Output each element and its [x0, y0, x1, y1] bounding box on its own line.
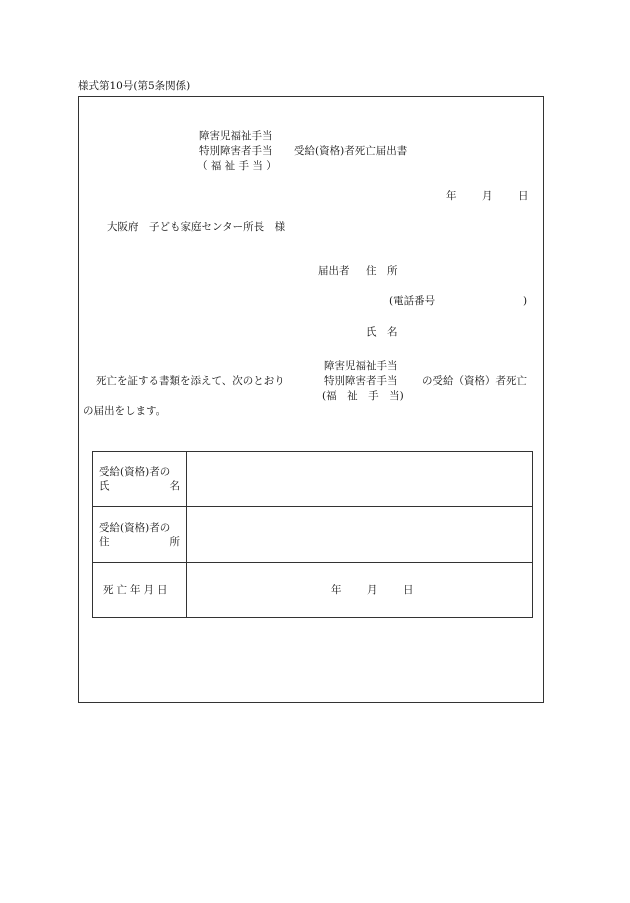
- name-label-char1: 氏: [99, 480, 110, 492]
- body-lead: 死亡を証する書類を添えて、次のとおり: [96, 375, 285, 387]
- applicant-label: 届出者: [318, 265, 350, 277]
- death-date-label-cell: [93, 563, 187, 618]
- body-allowance-1: 障害児福祉手当: [324, 360, 398, 372]
- date-year: 年: [446, 190, 457, 202]
- title-allowance-2: 特別障害者手当: [199, 145, 273, 157]
- body-line-2: の届出をします。: [83, 405, 167, 417]
- name-label-line1: 受給(資格)者の: [99, 466, 171, 478]
- death-date-year: 年: [331, 584, 342, 596]
- address-label-char2: 所: [169, 535, 180, 548]
- death-date-day: 日: [403, 584, 414, 596]
- name-label-cell: [93, 452, 187, 507]
- death-date-input-cell[interactable]: [187, 563, 533, 618]
- applicant-address-label: 住 所: [366, 265, 398, 277]
- address-label-line1: 受給(資格)者の: [99, 521, 171, 534]
- addressee: 大阪府 子ども家庭センター所長 様: [107, 221, 286, 233]
- date-month: 月: [482, 190, 493, 202]
- body-allowance-2: 特別障害者手当: [324, 375, 398, 387]
- death-date-month: 月: [367, 584, 378, 596]
- table-row-address: [93, 507, 533, 563]
- date-day: 日: [518, 190, 529, 202]
- title-allowance-3: （ 福 祉 手 当 ）: [197, 160, 277, 172]
- name-input-cell[interactable]: [187, 452, 533, 507]
- table-row-death-date: [93, 563, 533, 618]
- applicant-name-label: 氏 名: [366, 326, 398, 338]
- title-allowance-1: 障害児福祉手当: [199, 130, 273, 142]
- address-label-cell: [93, 507, 187, 563]
- applicant-phone-open: (電話番号: [389, 295, 436, 307]
- name-label-char2: 名: [169, 480, 180, 492]
- address-input-cell[interactable]: [187, 507, 533, 563]
- address-label-char1: 住: [99, 535, 110, 548]
- body-allowance-3: (福 祉 手 当): [322, 390, 404, 402]
- table-row-name: [93, 452, 533, 507]
- death-date-label: 死亡年月日: [103, 584, 171, 596]
- applicant-phone-close: ): [523, 295, 528, 307]
- form-number: 様式第10号(第5条関係): [78, 80, 191, 92]
- body-trail: の受給（資格）者死亡: [422, 375, 527, 387]
- title-suffix: 受給(資格)者死亡届出書: [294, 145, 408, 157]
- deceased-info-table: [92, 451, 533, 618]
